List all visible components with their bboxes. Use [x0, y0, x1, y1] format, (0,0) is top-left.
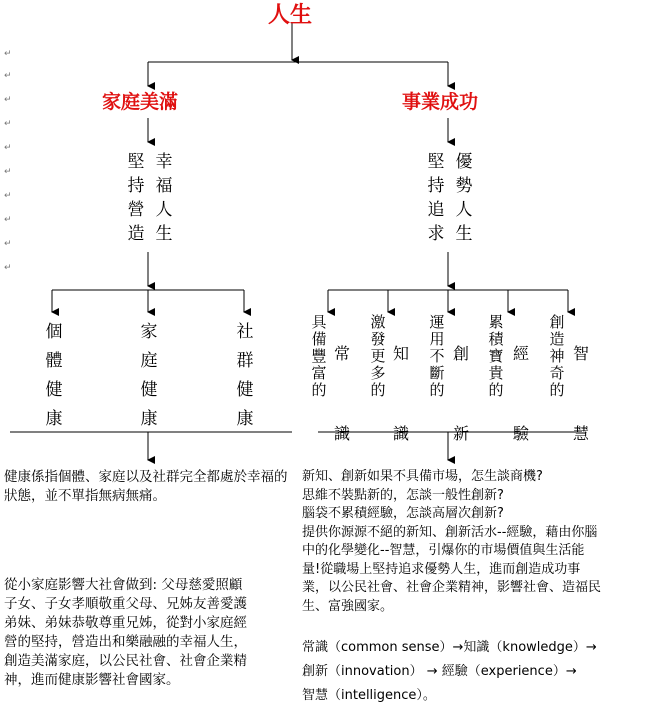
sequence-line: 創新（innovation） → 經驗（experience）→	[302, 664, 577, 679]
left-item-community-health: 社群健康	[236, 322, 254, 429]
right-item-innovation-sub: 運用不斷的	[429, 313, 445, 399]
left-branch-title: 家庭美滿	[102, 91, 179, 113]
right-item-common-sense: 常識	[333, 344, 350, 443]
left-paragraph-line: 神，進而健康影響社會國家。	[4, 672, 180, 688]
paragraph-mark: ↵	[4, 119, 12, 129]
left-definition: 健康係指個體、家庭以及社群完全都處於幸福的狀態，並不單指無病無痛。	[4, 469, 288, 504]
sequence-line: 常識（common sense）→知識（knowledge）→	[302, 640, 597, 655]
paragraph-mark: ↵	[4, 263, 12, 273]
left-item-individual-health: 個體健康	[45, 322, 63, 429]
paragraph-mark: ↵	[4, 143, 12, 153]
right-item-knowledge: 知識	[392, 344, 409, 443]
paragraph-mark: ↵	[4, 191, 12, 201]
root-title: 人生	[268, 2, 313, 28]
sequence-line: 智慧（intelligence）。	[302, 688, 436, 703]
right-paragraph-line: 新知、創新如果不具備市場，怎生談商機?	[302, 469, 543, 484]
right-item-innovation: 創新	[452, 344, 469, 443]
paragraph-mark: ↵	[4, 95, 12, 105]
right-paragraph-line: 提供你源源不絕的新知、創新活水--經驗，藉由你腦	[302, 524, 598, 540]
left-paragraph-line: 從小家庭影響大社會做到: 父母慈愛照顧	[4, 577, 243, 593]
right-item-wisdom-sub: 創造神奇的	[549, 313, 565, 399]
paragraph-mark: ↵	[4, 49, 12, 59]
right-paragraph-line: 生、富強國家。	[302, 598, 394, 614]
right-motto-col-2: 堅持追求	[427, 152, 445, 244]
left-item-family-health: 家庭健康	[140, 322, 158, 429]
right-motto-col-1: 優勢人生	[455, 152, 473, 244]
right-paragraph-line: 腦袋不累積經驗，怎談高層次創新?	[302, 506, 504, 521]
right-branch-title: 事業成功	[402, 91, 479, 113]
right-item-experience: 經驗	[512, 344, 529, 443]
right-item-knowledge-sub: 激發更多的	[370, 313, 386, 399]
paragraph-mark: ↵	[4, 167, 12, 177]
right-paragraph-line: 量!從職場上堅持追求優勢人生，進而創造成功事	[302, 561, 581, 577]
paragraph-mark: ↵	[4, 215, 12, 225]
right-item-wisdom: 智慧	[572, 344, 589, 443]
left-paragraph-line: 子女、子女孝順敬重父母、兄姊友善愛護	[4, 596, 247, 612]
right-paragraph-line: 中的化學變化--智慧，引爆你的市場價值與生活能	[302, 543, 585, 558]
left-paragraph	[4, 576, 304, 690]
right-paragraph-line: 思維不裝點新的，怎談一般性創新?	[302, 487, 504, 503]
paragraph-mark: ↵	[4, 71, 12, 81]
right-item-common-sense-sub: 具備豐富的	[311, 313, 327, 399]
left-paragraph-line: 創造美滿家庭，以公民社會、社會企業精	[4, 653, 247, 669]
right-paragraph	[302, 468, 670, 616]
right-item-experience-sub: 累積寶貴的	[488, 313, 504, 399]
left-motto-col-2: 堅持營造	[127, 152, 145, 244]
right-sequence	[302, 636, 670, 708]
paragraph-mark: ↵	[4, 239, 12, 249]
left-paragraph-line: 營的堅持，營造出和樂融融的幸福人生，	[4, 634, 247, 650]
right-paragraph-line: 業，以公民社會、社會企業精神，影響社會、造福民	[302, 580, 602, 595]
left-paragraph-line: 弟妹、弟妹恭敬尊重兄姊，從對小家庭經	[4, 615, 247, 631]
left-motto-col-1: 幸福人生	[155, 152, 173, 244]
